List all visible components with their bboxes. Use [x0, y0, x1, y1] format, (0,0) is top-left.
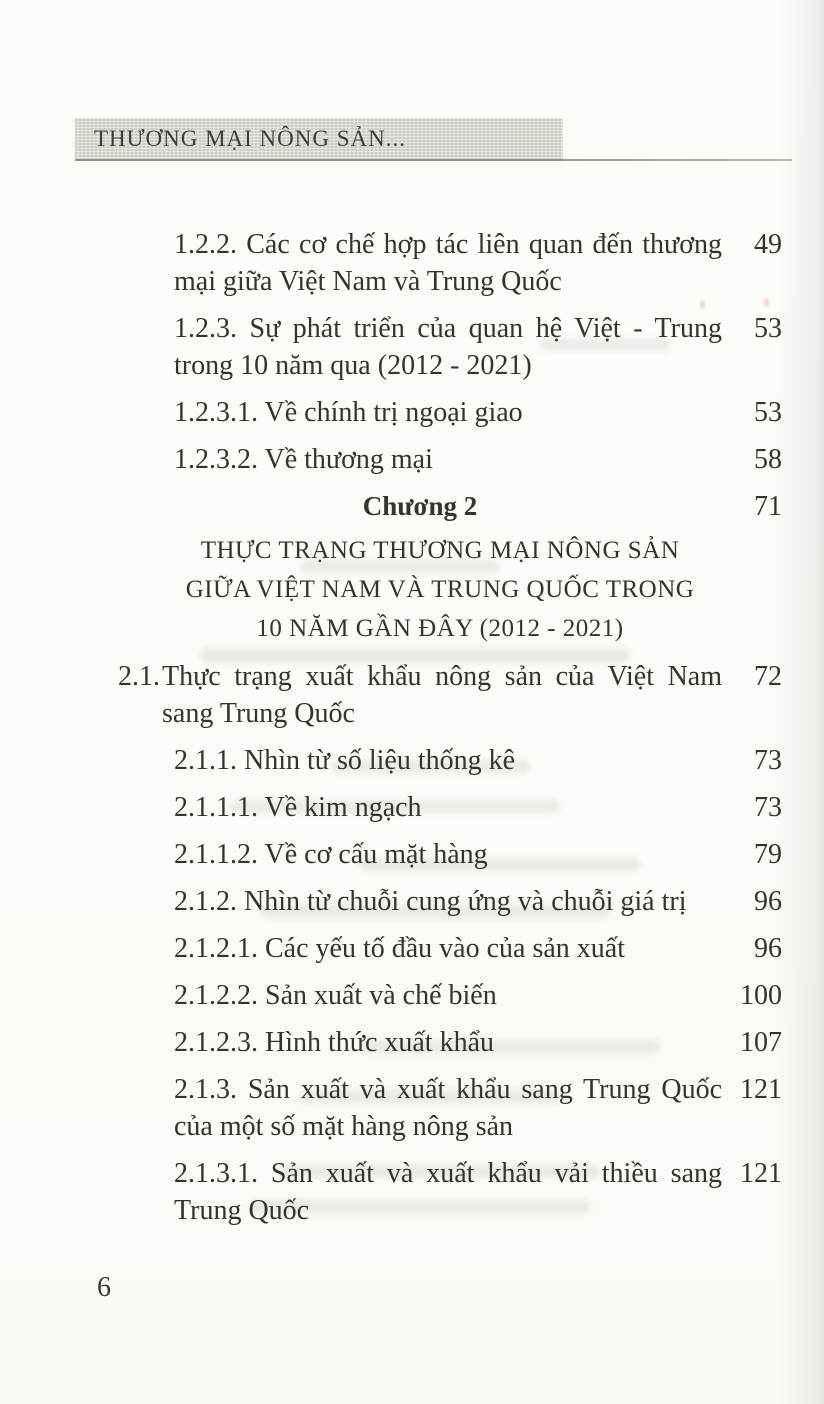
toc-entry [118, 1024, 782, 1061]
toc-entry-page-number: 53 [754, 313, 782, 344]
toc-entry-text: 1.2.3. Sự phát triển của quan hệ Việt - Trung trong 10 năm qua (2012 - 2021) [174, 313, 722, 381]
toc-entry-page-number: 100 [740, 980, 782, 1011]
toc-entry [118, 789, 782, 826]
toc-entry [118, 836, 782, 873]
toc-entry-text: 2.1.2.3. Hình thức xuất khẩu [174, 1027, 495, 1058]
toc-entry [118, 310, 782, 384]
toc-entry [118, 883, 782, 920]
toc-entry-text: 2.1.1. Nhìn từ số liệu thống kê [174, 745, 516, 776]
toc-entry-text: 2.1.3. Sản xuất và xuất khẩu sang Trung Quốc của một số mặt hàng nông sản [174, 1074, 722, 1142]
chapter-title [158, 531, 722, 648]
toc-entry-text: 1.2.3.1. Về chính trị ngoại giao [174, 397, 523, 428]
chapter-title-line: GIỮA VIỆT NAM VÀ TRUNG QUỐC TRONG [185, 576, 695, 603]
toc-entry-page-number: 53 [754, 397, 782, 428]
chapter-label: Chương 2 [362, 491, 478, 521]
toc-entry-page-number: 49 [754, 229, 782, 260]
toc-entry [118, 394, 782, 431]
toc-entry-title: Thực trạng xuất khẩu nông sản của Việt Nam sang Trung Quốc [162, 661, 722, 729]
toc-entry [118, 742, 782, 779]
toc-entry-text: 2.1.3.1. Sản xuất và xuất khẩu vải thiều sang Trung Quốc [174, 1158, 722, 1226]
toc-entry-page-number: 96 [754, 933, 782, 964]
toc-entry [118, 226, 782, 300]
toc-entry-page-number: 107 [740, 1027, 782, 1058]
toc-entry [118, 1071, 782, 1145]
running-header-bar [75, 118, 563, 161]
toc-entry-text: 2.1.2.2. Sản xuất và chế biến [174, 980, 497, 1011]
toc-entry [118, 977, 782, 1014]
toc-entry-page-number: 73 [754, 792, 782, 823]
toc-entry-page-number: 79 [754, 839, 782, 870]
toc-entry-text: 2.1.2. Nhìn từ chuỗi cung ứng và chuỗi giá trị [174, 886, 687, 917]
chapter-heading-row [118, 488, 782, 525]
toc-entry-text: 1.2.3.2. Về thương mại [174, 444, 433, 475]
toc-entry-text: 2.1.1.2. Về cơ cấu mặt hàng [174, 839, 488, 870]
running-header-title: THƯƠNG MẠI NÔNG SẢN... [94, 125, 407, 151]
footer-page-number: 6 [97, 1272, 111, 1303]
chapter-title-line: 10 NĂM GẦN ĐÂY (2012 - 2021) [256, 615, 624, 642]
toc-entry-page-number: 58 [754, 444, 782, 475]
toc-entry-page-number: 121 [740, 1158, 782, 1189]
chapter-title-line: THỰC TRẠNG THƯƠNG MẠI NÔNG SẢN [200, 537, 680, 564]
toc-entry-number: 2.1. [118, 661, 160, 692]
toc-list [118, 226, 782, 1239]
toc-entry-text: 2.1.1.1. Về kim ngạch [174, 792, 422, 823]
toc-entry-text: 2.1.2.1. Các yếu tố đầu vào của sản xuất [174, 933, 625, 964]
toc-entry-text [118, 658, 722, 732]
toc-entry-page-number: 96 [754, 886, 782, 917]
toc-entry [118, 658, 782, 732]
toc-entry-page-number: 121 [740, 1074, 782, 1105]
toc-entry-page-number: 72 [754, 661, 782, 692]
toc-entry-text: 1.2.2. Các cơ chế hợp tác liên quan đến thương mại giữa Việt Nam và Trung Quốc [174, 229, 722, 297]
chapter-page-number: 71 [754, 491, 782, 522]
toc-entry [118, 1155, 782, 1229]
toc-entry [118, 441, 782, 478]
toc-entry [118, 930, 782, 967]
toc-entry-page-number: 73 [754, 745, 782, 776]
